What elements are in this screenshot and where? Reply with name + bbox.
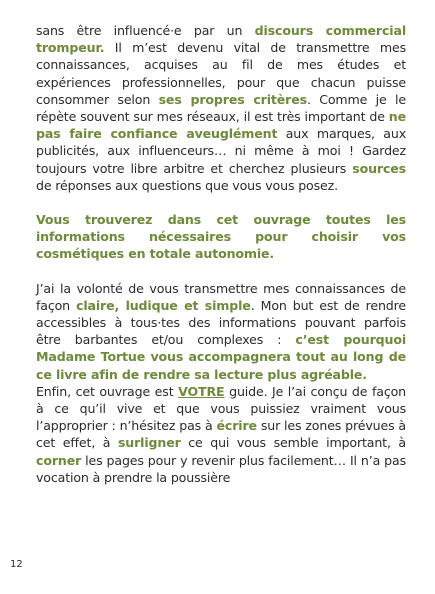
text-run: sans être influencé·e par un: [36, 23, 255, 38]
text-run: de réponses aux questions que vous vous posez.: [36, 177, 338, 193]
page-body: [36, 22, 406, 486]
highlight-sources: sources: [352, 160, 406, 176]
text-run: sur les zones prévues à cet effet, à: [36, 418, 406, 451]
highlight-corner: corner: [36, 452, 82, 468]
paragraph-gap: [36, 263, 406, 280]
text-run: J’ai la volonté de vous transmettre mes connaissances de façon: [36, 280, 406, 313]
highlight-surligner: surligner: [117, 435, 181, 451]
paragraph-independence: [36, 22, 406, 194]
paragraph-your-guide: [36, 383, 406, 486]
text-run: aux marques, aux publicités, aux influenceurs… ni même à moi ! Gardez toujours votre libre arbitre et cherchez plusieurs: [36, 126, 406, 176]
text-run: Enfin, cet ouvrage est: [36, 383, 179, 399]
text-run: les pages pour y revenir plus facilement… Il n’a pas vocation à prendre la poussière: [36, 452, 406, 485]
highlight-madame-tortue: c’est pourquoi Madame Tortue vous accompagnera tout au long de ce livre afin de rendre sa lecture plus agréable.: [36, 332, 406, 382]
paragraph-gap: [36, 194, 406, 211]
text-run: ce qui vous semble important, à: [180, 435, 406, 451]
text-run: . Comme je le répète souvent sur mes réseaux, il est très important de: [36, 91, 406, 125]
text-run: Il m’est devenu vital de transmettre mes connaissances, acquises au fil de mes études et expériences professionnelles, pour que chacun puisse consommer selon: [36, 40, 406, 107]
paragraph-book-promise: [36, 211, 406, 263]
highlight-no-blind-trust: ne pas faire confiance aveuglément: [36, 109, 406, 142]
highlight-commercial-discourse: discours commercial trompeur.: [36, 23, 406, 56]
highlight-ecrire: écrire: [216, 418, 257, 434]
highlight-book-promise: Vous trouverez dans cet ouvrage toutes les informations nécessaires pour choisir vos cosmétiques en totale autonomie.: [36, 212, 406, 262]
page-number: 12: [10, 559, 23, 570]
highlight-own-criteria: ses propres critères: [158, 91, 307, 107]
text-run: guide. Je l’ai conçu de façon à ce qu’il vive et que vous puissiez vraiment vous l’approprier : n’hésitez pas à: [36, 383, 406, 434]
paragraph-intent: [36, 280, 406, 383]
highlight-votre: VOTRE: [178, 383, 225, 399]
text-run: . Mon but est de rendre accessibles à tous·tes des informations pouvant parfois être barbantes et/ou complexes :: [36, 297, 406, 348]
highlight-clear-fun-simple: claire, ludique et simple: [76, 297, 251, 313]
